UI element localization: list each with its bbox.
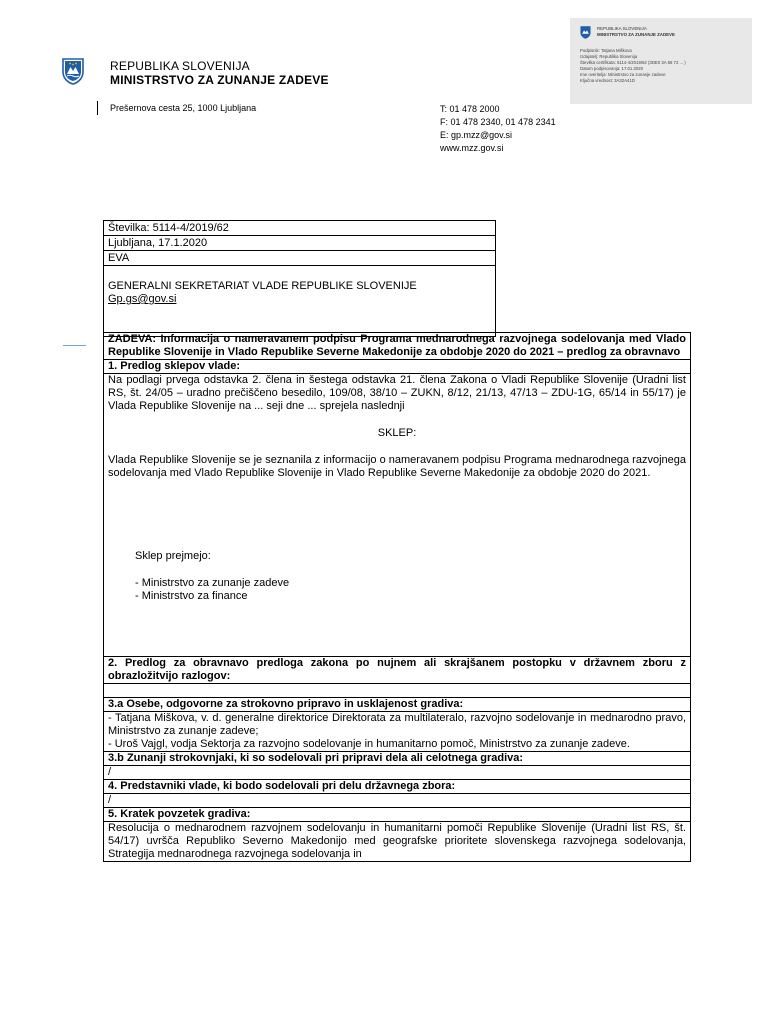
section-4-value: / xyxy=(104,794,691,808)
recipient-email-link[interactable]: Gp.gs@gov.si xyxy=(108,293,177,305)
fax: F: 01 478 2340, 01 478 2341 xyxy=(440,117,556,127)
phone: T: 01 478 2000 xyxy=(440,104,500,114)
stamp-line: Ključna vrednost: 3A32A41D xyxy=(580,78,635,83)
section-1-title: 1. Predlog sklepov vlade: xyxy=(104,360,691,374)
address: Prešernova cesta 25, 1000 Ljubljana xyxy=(110,103,257,113)
section-3a-body xyxy=(104,712,691,752)
section-3b-title: 3.b Zunanji strokovnjaki, ki so sodelovali pri pripravi dela ali celotnega gradiva: xyxy=(104,752,691,766)
signature-stamp xyxy=(570,18,752,104)
email[interactable]: E: gp.mzz@gov.si xyxy=(440,130,512,140)
section-5-title: 5. Kratek povzetek gradiva: xyxy=(104,808,691,822)
coat-of-arms-icon xyxy=(62,58,84,85)
stamp-org-line1: REPUBLIKA SLOVENIJA xyxy=(597,26,647,31)
margin-mark xyxy=(63,345,86,346)
section-5-body: Resolucija o mednarodnem razvojnem sodelovanju in humanitarni pomoči Republike Slovenije (Uradni list RS, št. 54/17) uvršča Republiko Severno Makedonijo med geografske prioritete slovenskega razvojnega sodelovanja, Strategija mednarodnega razvojnega sodelovanja in xyxy=(104,822,691,862)
section-3a-title: 3.a Osebe, odgovorne za strokovno pripravo in usklajenost gradiva: xyxy=(104,698,691,712)
section-4-title: 4. Predstavniki vlade, ki bodo sodelovali pri delu državnega zbora: xyxy=(104,780,691,794)
responsible-person: - Uroš Vajgl, vodja Sektorja za razvojno sodelovanje in humanitarno pomoč, Ministrstvo za zunanje zadeve. xyxy=(108,738,630,750)
eva-field: EVA xyxy=(104,251,496,266)
recipient-item: - Ministrstvo za finance xyxy=(135,590,248,602)
section-1-body xyxy=(104,374,691,657)
recipient-item: - Ministrstvo za zunanje zadeve xyxy=(135,577,290,589)
document-number: Številka: 5114-4/2019/62 xyxy=(104,221,496,236)
stamp-line: Številka certifikata: 5114-4/2019/62 (3DE0 3A 58 72 ... ) xyxy=(580,60,686,65)
document-info-table xyxy=(103,220,496,337)
section-3b-value: / xyxy=(104,766,691,780)
stamp-line: Datum podpisovanja: 17.01.2020 xyxy=(580,66,644,71)
stamp-line: Podpisnik: Tatjana Miškova xyxy=(580,48,632,53)
contact-block xyxy=(440,103,556,155)
coat-of-arms-icon xyxy=(580,26,591,39)
recipient: GENERALNI SEKRETARIAT VLADE REPUBLIKE SLOVENIJE xyxy=(108,280,417,292)
stamp-org-line2: MINISTRSTVO ZA ZUNANJE ZADEVE xyxy=(597,31,675,37)
recipients-label: Sklep prejmejo: xyxy=(135,550,211,562)
main-content-table xyxy=(103,332,691,862)
stamp-line: Izdajatelj: Republika Slovenija xyxy=(580,54,638,59)
section-2-body xyxy=(104,684,691,698)
responsible-person: - Tatjana Miškova, v. d. generalne direktorice Direktorata za multilateralo, razvojno sodelovanje in mednarodno pravo, Ministrstvo za zunanje zadeve; xyxy=(108,712,686,737)
section-1-intro: Na podlagi prvega odstavka 2. člena in šestega odstavka 21. člena Zakona o Vladi Republike Slovenije (Uradni list RS, št. 24/05 – uradno prečiščeno besedilo, 109/08, 38/10 – ZUKN, 8/12, 21/13, 47/13 – ZDU-1G, 65/14 in 55/17) je Vlada Republike Slovenije na ... seji dne ... sprejela naslednji xyxy=(108,374,686,412)
website[interactable]: www.mzz.gov.si xyxy=(440,143,504,153)
recipient-cell xyxy=(104,266,496,337)
stamp-line: Ime overitelja: Ministrstvo za zunanje zadeve xyxy=(580,72,666,77)
org-name: REPUBLIKA SLOVENIJA xyxy=(110,59,250,73)
ministry-name: MINISTRSTVO ZA ZUNANJE ZADEVE xyxy=(110,73,329,87)
sklep-text: Vlada Republike Slovenije se je seznanila z informacijo o nameravanem podpisu Programa mednarodnega razvojnega sodelovanja med Vlado Republike Slovenije in Vlado Republike Severne Makedonije za obdobje 2020 do 2021. xyxy=(108,454,686,479)
subject: ZADEVA: Informacija o nameravanem podpisu Programa mednarodnega razvojnega sodelovanja med Vlado Republike Slovenije in Vlado Republike Severne Makedonije za obdobje 2020 do 2021 – predlog za obravnavo xyxy=(104,333,691,360)
section-2-title: 2. Predlog za obravnavo predloga zakona po nujnem ali skrajšanem postopku v državnem zboru z obrazložitvijo razlogov: xyxy=(104,657,691,684)
org-block xyxy=(110,59,329,87)
place-date: Ljubljana, 17.1.2020 xyxy=(104,236,496,251)
sklep-heading: SKLEP: xyxy=(377,427,417,439)
address-divider xyxy=(97,101,98,115)
